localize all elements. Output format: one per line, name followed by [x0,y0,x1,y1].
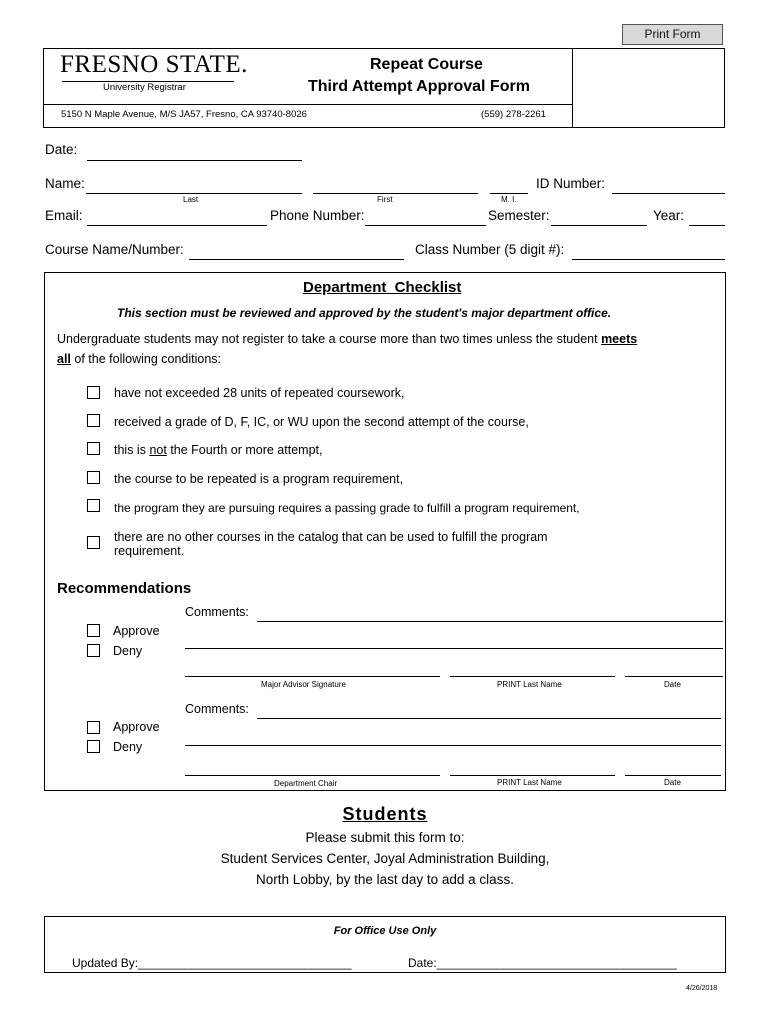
condition-program-requirement: the course to be repeated is a program requirement, [114,472,404,486]
advisor-date-field[interactable] [625,676,723,677]
students-line2: Student Services Center, Joyal Administration Building, [220,851,550,866]
advisor-print-name-field[interactable] [450,676,615,677]
chair-signature-field[interactable] [185,775,440,776]
class-number-field[interactable] [572,259,725,260]
name-label: Name: [45,176,85,191]
first-caption: First [377,195,393,204]
condition-no-other-courses-1: there are no other courses in the catalog that can be used to fulfill the program [114,530,548,544]
email-field[interactable] [87,225,267,226]
year-label: Year: [653,208,685,223]
advisor-deny-label: Deny [113,644,143,658]
students-title: Students [342,804,428,824]
advisor-deny-checkbox[interactable] [87,644,100,657]
advisor-comments-label: Comments: [185,605,249,619]
mi-caption: M. I. [501,195,517,204]
chair-date-caption: Date [664,778,681,787]
checkbox-units[interactable] [87,386,100,399]
phone-number-label: Phone Number: [270,208,365,223]
checkbox-grade[interactable] [87,414,100,427]
advisor-comments-field-2[interactable] [185,648,723,649]
registrar-address: 5150 N Maple Avenue, M/S JA57, Fresno, CA 93740-8026 [61,109,307,120]
form-title-line1: Repeat Course [370,56,483,73]
semester-label: Semester: [488,208,550,223]
chair-print-name-caption: PRINT Last Name [497,778,562,787]
chair-comments-label: Comments: [185,702,249,716]
header-divider [44,104,572,105]
chair-date-field[interactable] [625,775,721,776]
checkbox-attempt[interactable] [87,442,100,455]
chair-approve-checkbox[interactable] [87,721,100,734]
chair-print-name-field[interactable] [450,775,615,776]
date-label: Date: [45,142,78,157]
date-field[interactable] [87,160,302,161]
students-line3: North Lobby, by the last day to add a class. [256,872,514,887]
header-stamp-box [572,48,725,128]
checklist-intro-line2 [57,352,221,366]
chair-approve-label: Approve [113,720,160,734]
advisor-comments-field-1[interactable] [257,621,723,622]
condition-units: have not exceeded 28 units of repeated coursework, [114,386,405,400]
office-updated-by[interactable]: Updated By:________________________________ [72,956,352,970]
chair-deny-checkbox[interactable] [87,740,100,753]
semester-field[interactable] [551,225,647,226]
last-caption: Last [183,195,199,204]
logo-text: FRESNO STATE. [60,51,248,78]
condition-no-other-courses-2: requirement. [114,544,185,558]
attempt-not: not [149,443,167,457]
course-label: Course Name/Number: [45,242,184,257]
form-title-line2: Third Attempt Approval Form [308,78,530,95]
first-name-field[interactable] [313,193,478,194]
checklist-title: Department Checklist [303,279,462,296]
attempt-text-a: this is [114,443,146,457]
intro-text-1: Undergraduate students may not register to take a course more than two times unless the student [57,332,598,346]
id-number-field[interactable] [612,193,725,194]
advisor-approve-label: Approve [113,624,160,638]
phone-number-field[interactable] [365,225,486,226]
students-line1: Please submit this form to: [305,830,465,845]
condition-attempt [114,443,322,457]
checkbox-program-requirement[interactable] [87,471,100,484]
middle-initial-field[interactable] [490,193,528,194]
checklist-intro [57,332,637,346]
checkbox-passing-grade[interactable] [87,499,100,512]
course-field[interactable] [189,259,404,260]
advisor-date-caption: Date [664,680,681,689]
advisor-print-name-caption: PRINT Last Name [497,680,562,689]
last-name-field[interactable] [86,193,302,194]
advisor-approve-checkbox[interactable] [87,624,100,637]
chair-comments-field-2[interactable] [185,745,721,746]
condition-grade: received a grade of D, F, IC, or WU upon the second attempt of the course, [114,415,529,429]
id-number-label: ID Number: [536,176,606,191]
print-form-button[interactable]: Print Form [622,24,723,45]
footer-revision-date: 4/26/2018 [686,985,718,992]
office-use-title: For Office Use Only [333,925,437,937]
attempt-text-b: the Fourth or more attempt, [170,443,323,457]
logo-subtitle: University Registrar [103,82,186,93]
class-number-label: Class Number (5 digit #): [415,242,565,257]
intro-meets: meets [601,332,638,346]
advisor-signature-caption: Major Advisor Signature [261,680,346,689]
chair-comments-field-1[interactable] [257,718,721,719]
checkbox-no-other-courses[interactable] [87,536,100,549]
chair-deny-label: Deny [113,740,143,754]
email-label: Email: [45,208,83,223]
year-field[interactable] [689,225,725,226]
recommendations-title: Recommendations [57,580,192,597]
condition-passing-grade: the program they are pursuing requires a passing grade to fulfill a program requirement, [114,501,580,515]
advisor-signature-field[interactable] [185,676,440,677]
registrar-phone: (559) 278-2261 [481,109,546,120]
chair-signature-caption: Department Chair [274,779,338,788]
intro-all: all [57,352,71,366]
checklist-subtitle: This section must be reviewed and approved by the student's major department office. [117,306,612,320]
office-date[interactable]: Date:____________________________________ [408,956,677,970]
intro-text-2: of the following conditions: [74,352,222,366]
